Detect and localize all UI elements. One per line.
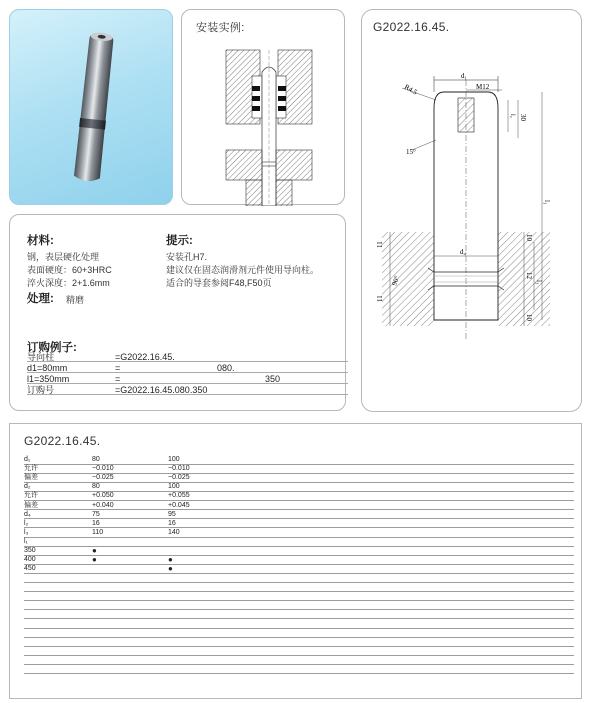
table-cell-value: 95 bbox=[168, 510, 176, 518]
table-cell-value: −0.025 bbox=[92, 474, 114, 482]
table-cell-value: 75 bbox=[92, 510, 100, 518]
table-row bbox=[24, 629, 574, 638]
table-cell-label: l₁ bbox=[24, 537, 28, 545]
label-l2-top: l₂ bbox=[509, 114, 515, 118]
table-cell-value: ● bbox=[168, 564, 173, 574]
order-label: 订购号 bbox=[27, 385, 55, 395]
table-row bbox=[24, 583, 574, 592]
table-cell-value: ● bbox=[168, 555, 173, 565]
hint-line-3: 适合的导套参阅F48,F50页 bbox=[166, 278, 272, 288]
technical-drawing-panel bbox=[361, 9, 582, 412]
installation-diagram bbox=[182, 10, 346, 206]
spec-table-panel bbox=[9, 423, 582, 699]
table-row bbox=[24, 474, 574, 483]
table-cell-label: 偏差 bbox=[24, 501, 38, 509]
label-11-a: 11 bbox=[376, 241, 384, 248]
material-info-panel bbox=[9, 214, 346, 411]
table-cell-value: 100 bbox=[168, 483, 180, 491]
table-cell-value: −0.010 bbox=[92, 465, 114, 473]
table-cell-value: 110 bbox=[92, 528, 104, 536]
table-cell-value: 80 bbox=[92, 483, 100, 491]
table-cell-label: l₂ bbox=[24, 519, 29, 527]
table-cell-label: 350 bbox=[24, 547, 36, 554]
label-11-b: 11 bbox=[376, 295, 384, 302]
table-cell-label: l₃ bbox=[24, 528, 29, 536]
order-row bbox=[27, 374, 348, 384]
table-row bbox=[24, 465, 574, 474]
table-cell-label: d₄ bbox=[24, 510, 31, 518]
material-line-2: 表面硬度：60+3HRC bbox=[27, 265, 112, 275]
label-m12: M12 bbox=[476, 83, 490, 91]
process-heading: 处理: bbox=[27, 293, 54, 305]
order-eq: =G2022.16.45. bbox=[115, 352, 175, 362]
label-10-a: 10 bbox=[525, 234, 533, 241]
hint-heading: 提示: bbox=[166, 235, 193, 247]
table-row bbox=[24, 574, 574, 583]
table-row bbox=[24, 611, 574, 620]
table-row bbox=[24, 483, 574, 492]
table-row bbox=[24, 502, 574, 511]
table-cell-value: +0.045 bbox=[168, 501, 190, 509]
table-cell-label: 允许 bbox=[24, 492, 38, 500]
table-row bbox=[24, 602, 574, 611]
order-eq: = bbox=[115, 363, 121, 373]
table-cell-value: 80 bbox=[92, 456, 100, 463]
table-row bbox=[24, 529, 574, 538]
label-d4: d₄ bbox=[460, 248, 466, 256]
table-row bbox=[24, 511, 574, 520]
table-row bbox=[24, 520, 574, 529]
table-cell-value: 140 bbox=[168, 528, 180, 536]
hint-line-2: 建议仅在固态润滑剂元件使用导向柱。 bbox=[166, 265, 320, 275]
order-eq: =G2022.16.45.080.350 bbox=[115, 385, 208, 395]
process-value: 精磨 bbox=[66, 295, 85, 305]
label-10-b: 10 bbox=[525, 314, 533, 321]
order-value: 350 bbox=[265, 374, 281, 384]
table-cell-label: 偏差 bbox=[24, 474, 38, 482]
product-photo-panel bbox=[9, 9, 173, 205]
material-line-3: 淬火深度：2+1.6mm bbox=[27, 278, 110, 288]
table-row bbox=[24, 647, 574, 656]
table-cell-value: +0.055 bbox=[168, 492, 190, 500]
order-label: l1=350mm bbox=[27, 374, 70, 384]
installation-title: 安装实例: bbox=[196, 22, 245, 34]
table-title: G2022.16.45. bbox=[24, 434, 101, 448]
table-cell-value: ● bbox=[92, 546, 97, 555]
label-15deg: 15° bbox=[406, 148, 416, 156]
table-row bbox=[24, 538, 574, 547]
material-line-1: 钢，表层硬化处理 bbox=[27, 252, 100, 262]
order-row bbox=[27, 385, 348, 395]
table-cell-value: +0.040 bbox=[92, 501, 114, 509]
table-cell-label: 450 bbox=[24, 565, 36, 573]
table-row bbox=[24, 620, 574, 629]
installation-example-panel bbox=[181, 9, 345, 205]
guide-pillar-photo bbox=[10, 10, 173, 205]
table-row bbox=[24, 456, 574, 465]
label-l3: l₃ bbox=[535, 280, 543, 285]
table-row bbox=[24, 593, 574, 602]
guide-pillar-drawing bbox=[362, 10, 583, 413]
label-30: 30 bbox=[519, 114, 527, 121]
label-l1: l₁ bbox=[543, 200, 551, 205]
hint-line-1: 安装孔H7. bbox=[166, 252, 208, 262]
order-value: 080. bbox=[217, 363, 235, 373]
table-row bbox=[24, 556, 574, 565]
label-90deg: 90° bbox=[390, 274, 402, 287]
table-cell-value: 100 bbox=[168, 456, 180, 463]
table-row bbox=[24, 547, 574, 556]
label-d1: d₁ bbox=[461, 72, 467, 80]
table-cell-label: 400 bbox=[24, 556, 36, 564]
table-cell-value: −0.025 bbox=[168, 474, 190, 482]
order-row bbox=[27, 363, 348, 373]
order-label: 导向柱 bbox=[27, 352, 55, 362]
label-r45: R4.5 bbox=[403, 82, 419, 97]
table-cell-label: d₂ bbox=[24, 483, 31, 491]
table-cell-label: d₁ bbox=[24, 456, 31, 463]
order-label: d1=80mm bbox=[27, 363, 68, 373]
table-row bbox=[24, 492, 574, 501]
table-cell-value: −0.010 bbox=[168, 465, 190, 473]
table-row bbox=[24, 665, 574, 674]
table-cell-label: 允许 bbox=[24, 465, 38, 473]
material-heading: 材料: bbox=[27, 235, 54, 247]
table-cell-value: 16 bbox=[168, 519, 176, 527]
table-cell-value: 16 bbox=[92, 519, 100, 527]
table-cell-value: ● bbox=[92, 555, 97, 565]
order-heading: 订购例子: bbox=[27, 342, 77, 354]
table-cell-value: +0.050 bbox=[92, 492, 114, 500]
order-row bbox=[27, 352, 348, 362]
drawing-title: G2022.16.45. bbox=[373, 20, 450, 34]
table-row bbox=[24, 638, 574, 647]
order-eq: = bbox=[115, 374, 121, 384]
table-row bbox=[24, 565, 574, 574]
table-row bbox=[24, 656, 574, 665]
label-12: 12 bbox=[525, 272, 533, 279]
